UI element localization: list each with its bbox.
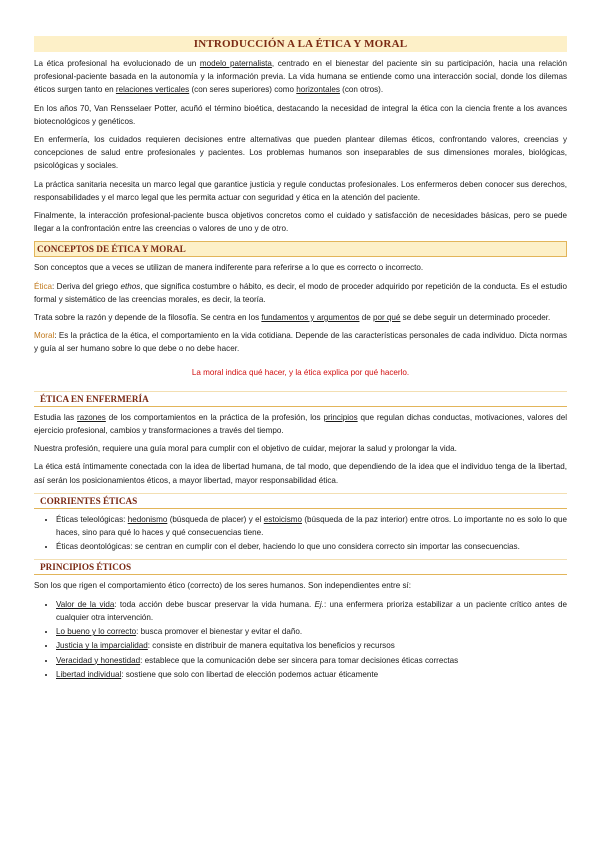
text: : toda acción debe buscar preservar la vida humana.: [114, 599, 315, 609]
enfermeria-paragraph-3: La ética está íntimamente conectada con la idea de libertad humana, de tal modo, que dependiendo de la idea que el individuo tenga de la libertad, así serán los posicionamientos éticos, a mayor libertad, mayor responsabilidad ética.: [34, 462, 567, 485]
list-item: [56, 654, 567, 667]
text: de: [359, 313, 373, 323]
term-razones: razones: [77, 412, 106, 422]
moral-definition: [34, 329, 567, 355]
principle-name: Justicia y la imparcialidad: [56, 641, 148, 651]
term-estoicismo: estoicismo: [263, 514, 302, 524]
enfermeria-paragraph-2: Nuestra profesión, requiere una guía moral para cumplir con el objetivo de cuidar, mejorar la salud y prolongar la vida.: [34, 444, 457, 454]
text: (con otros).: [339, 85, 384, 95]
list-item: [56, 513, 567, 539]
list-item: [56, 540, 567, 553]
principle-name: Lo bueno y lo correcto: [56, 627, 137, 637]
term-hedonismo: hedonismo: [127, 514, 168, 524]
text: : busca promover el bienestar y evitar el daño.: [136, 627, 303, 637]
text: , centrado en el bienestar del paciente sin su participación, hacia una relación profesional-paciente basada en la autonomía y la información previa. La vida humana se entiende como una interacción social, donde los dilemas éticos surgen tanto en: [34, 59, 567, 95]
text: Trata sobre la razón y depende de la filosofía. Se centra en los: [34, 313, 262, 323]
principios-paragraph: Son los que rigen el comportamiento ético (correcto) de los seres humanos. Son independientes entre sí:: [34, 581, 412, 591]
term-ethos: ethos: [120, 281, 141, 291]
text: : Deriva del griego: [52, 281, 121, 291]
text: : una enfermera prioriza estabilizar a un paciente crítico antes de cualquier otra intervención.: [56, 599, 567, 622]
text: : consiste en distribuir de manera equitativa los beneficios y recursos: [147, 641, 395, 651]
principle-name: Libertad individual: [56, 669, 122, 679]
corrientes-list: [34, 513, 567, 554]
text: : sostiene que solo con libertad de elección podemos actuar éticamente: [121, 669, 379, 679]
etica-definition: [34, 280, 567, 306]
example-label: Ej.: [314, 599, 324, 609]
page-title: INTRODUCCIÓN A LA ÉTICA Y MORAL: [34, 36, 567, 52]
text: de los comportamientos en la práctica de la profesión, los: [105, 412, 324, 422]
term-principios: principios: [323, 412, 358, 422]
document-page: [34, 36, 567, 686]
intro-paragraph-5: Finalmente, la interacción profesional-paciente busca objetivos concretos como el cuidado y satisfacción de necesidades básicas, pero se puede llegar a la confrontación entre las creencias o valores de uno y de otro.: [34, 211, 567, 234]
term-fundamentos: fundamentos y argumentos: [261, 313, 360, 323]
principle-name: Valor de la vida: [56, 599, 115, 609]
text: , que significa costumbre o hábito, es decir, el modo de proceder adquirido por repetición de la conducta. Es el estudio formal y sistemático de las creencias morales, es decir, la teoría.: [34, 281, 568, 304]
term-relaciones-verticales: relaciones verticales: [115, 85, 190, 95]
list-item: [56, 598, 567, 624]
term-moral: Moral: [34, 331, 55, 341]
text: Éticas deontológicas: se centran en cumplir con el deber, haciendo lo que uno considera correcto sin importar las consecuencias.: [56, 542, 520, 552]
principios-list: [34, 598, 567, 681]
list-item: [56, 668, 567, 681]
text: (con seres superiores) como: [189, 85, 297, 95]
term-por-que: por qué: [372, 313, 401, 323]
text: : Es la práctica de la ética, el comportamiento en la vida cotidiana. Depende de las características personales de cada individuo. Dicta normas y guía al ser humano sobre lo que debe o no debe hacer.: [34, 331, 567, 354]
section-heading-principios: PRINCIPIOS ÉTICOS: [34, 559, 567, 575]
conceptos-paragraph: Son conceptos que a veces se utilizan de manera indiferente para referirse a lo que es correcto o incorrecto.: [34, 263, 424, 273]
text: La ética profesional ha evolucionado de un: [34, 59, 200, 68]
intro-paragraph-2: En los años 70, Van Rensselaer Potter, acuñó el término bioética, destacando la necesidad de integral la ética con la ciencia frente a los avances biotecnológicos y genéticos.: [34, 103, 567, 126]
intro-paragraph-3: En enfermería, los cuidados requieren decisiones entre alternativas que pueden plantear dilemas éticos, confrontando valores, creencias y concepciones de salud entre profesionales y pacientes. Los problemas humanos son inseparables de sus dimensiones morales, biológicas, psicológicas y sociales.: [34, 135, 567, 171]
section-heading-corrientes: CORRIENTES ÉTICAS: [34, 493, 567, 509]
text: se debe seguir un determinado proceder.: [400, 313, 551, 323]
intro-paragraph-1: [34, 57, 567, 97]
intro-paragraph-4: La práctica sanitaria necesita un marco legal que garantice justicia y regule conductas profesionales. Los enfermeros deben conocer sus derechos, responsabilidades y el marco legal que les permita actuar con seguridad y ética en la atención del paciente.: [34, 179, 567, 202]
highlight-sentence: La moral indica qué hacer, y la ética explica por qué hacerlo.: [191, 367, 410, 377]
text: Éticas teleológicas:: [56, 514, 128, 524]
text: : establece que la comunicación debe ser sincera para tomar decisiones éticas correctas: [140, 655, 459, 665]
text: que regulan dichas conductas, motivaciones, valores del ejercicio profesional, cambios y transformaciones a través del tiempo.: [34, 412, 567, 436]
principle-name: Veracidad y honestidad: [56, 655, 141, 665]
text: Estudia las: [34, 412, 78, 422]
list-item: [56, 639, 567, 652]
term-etica: Ética: [34, 281, 52, 291]
text: (búsqueda de placer) y el: [167, 514, 264, 524]
term-modelo-paternalista: modelo paternalista: [199, 59, 272, 68]
etica-razon-paragraph: [34, 311, 567, 324]
list-item: [56, 625, 567, 638]
text: (búsqueda de la paz interior) entre otros. Lo importante no es solo lo que haces, sino para qué lo haces y qué consecuencias tiene.: [56, 514, 567, 538]
section-heading-enfermeria: ÉTICA EN ENFERMERÍA: [34, 391, 567, 407]
enfermeria-paragraph-1: [34, 411, 567, 437]
section-heading-conceptos: CONCEPTOS DE ÉTICA Y MORAL: [34, 241, 567, 257]
term-horizontales: horizontales: [296, 85, 340, 95]
